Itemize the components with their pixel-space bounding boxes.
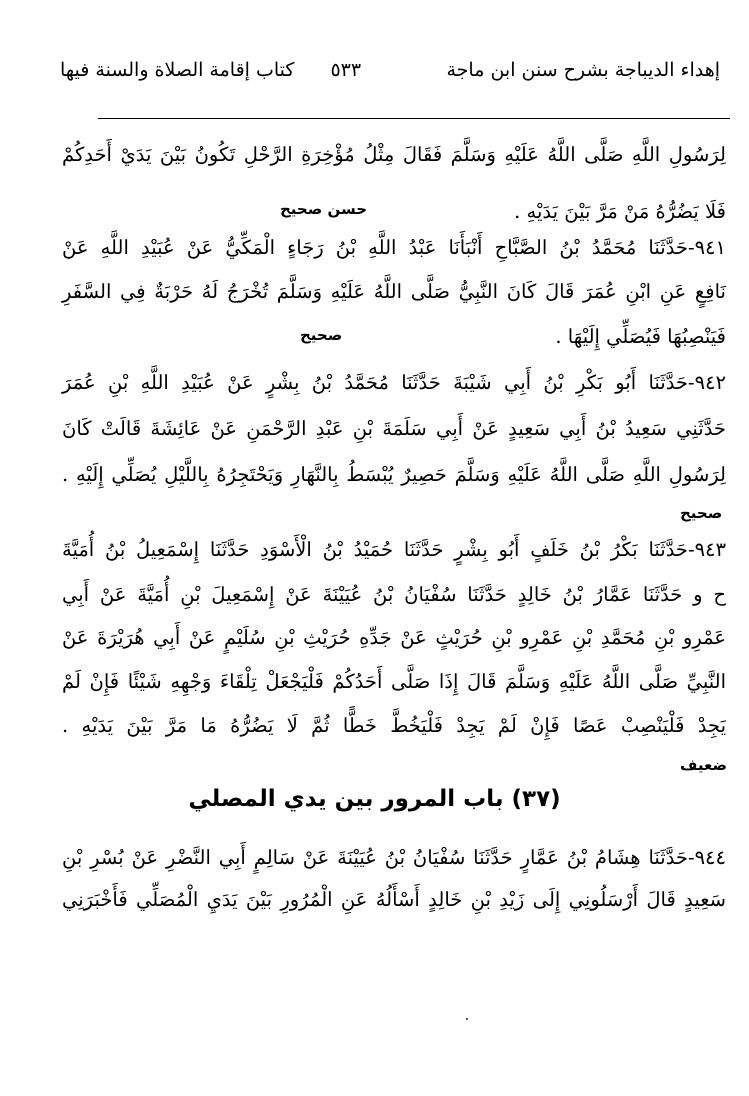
text-line: النَّبِيِّ صَلَّى اللَّهُ عَلَيْهِ وَسَلَّمَ قَالَ إِذَا صَلَّى أَحَدُكُمْ فَلْيَجْعَلْ تِلْقَاءَ وَجْهِهِ شَيْئًا فَإِنْ لَمْ [62, 670, 726, 693]
text-line: فَيَنْصِبُهَا فَيُصَلِّي إِلَيْهَا . [555, 325, 726, 348]
book-title: إهداء الديباجة بشرح سنن ابن ماجة [446, 59, 720, 81]
text-line: عَمْرِو بْنِ مُحَمَّدِ بْنِ عَمْرِو بْنِ حُرَيْثٍ عَنْ جَدِّهِ حُرَيْثِ بْنِ سُلَيْمٍ عَنْ أَبِي هُرَيْرَةَ عَنْ [62, 626, 726, 649]
section-title: كتاب إقامة الصلاة والسنة فيها [60, 59, 295, 81]
grade-label: صحيح [300, 326, 343, 344]
speck [466, 1018, 468, 1020]
chapter-heading: (٣٧) باب المرور بين يدي المصلي [188, 786, 561, 812]
text-line: يَجِدْ فَلْيَنْصِبْ عَصًا فَإِنْ لَمْ يَجِدْ فَلْيَخُطَّ خَطًّا ثُمَّ لَا يَضُرُّهُ مَا مَرَّ بَيْنَ يَدَيْهِ . [62, 714, 726, 737]
text-line: لِرَسُولِ اللَّهِ صَلَّى اللَّهُ عَلَيْهِ وَسَلَّمَ حَصِيرٌ يُبْسَطُ بِالنَّهَارِ وَيَحْتَجِرُهُ بِاللَّيْلِ يُصَلِّي إِلَيْهِ . [62, 463, 726, 486]
text-line: سَعِيدٍ قَالَ أَرْسَلُونِي إِلَى زَيْدِ بْنِ خَالِدٍ أَسْأَلُهُ عَنِ الْمُرُورِ بَيْنَ يَدَيِ الْمُصَلِّي فَأَخْبَرَنِي [62, 888, 726, 911]
hadith-944-line: ٩٤٤-حَدَّثَنَا هِشَامُ بْنُ عَمَّارٍ حَدَّثَنَا سُفْيَانُ بْنُ عُيَيْنَةَ عَنْ سَالِمٍ أَبِي النَّضْرِ عَنْ بُسْرِ بْنِ [62, 846, 726, 869]
text-line: حَدَّثَنِي سَعِيدُ بْنُ أَبِي سَعِيدٍ عَنْ أَبِي سَلَمَةَ بْنِ عَبْدِ الرَّحْمَنِ عَنْ عَائِشَةَ قَالَتْ كَانَ [62, 417, 726, 440]
page-number: ٥٣٣ [330, 59, 362, 81]
hadith-941-line: ٩٤١-حَدَّثَنَا مُحَمَّدُ بْنُ الصَّبَّاحِ أَنْبَأَنَا عَبْدُ اللَّهِ بْنُ رَجَاءٍ الْمَكِّيُّ عَنْ عُبَيْدِ اللَّهِ عَنْ [62, 236, 726, 259]
grade-label: صحيح [680, 504, 723, 522]
grade-label: حسن صحيح [280, 200, 368, 218]
text-line: لِرَسُولِ اللَّهِ صَلَّى اللَّهُ عَلَيْهِ وَسَلَّمَ فَقَالَ مِثْلُ مُؤْخِرَةِ الرَّحْلِ تَكُونُ بَيْنَ يَدَيْ أَحَدِكُمْ [62, 143, 726, 166]
text-line: فَلَا يَضُرُّهُ مَنْ مَرَّ بَيْنَ يَدَيْهِ . [514, 200, 726, 223]
running-header [60, 50, 720, 90]
grade-label: ضعيف [680, 756, 727, 774]
hadith-943-line: ٩٤٣-حَدَّثَنَا بَكْرُ بْنُ خَلَفٍ أَبُو بِشْرٍ حَدَّثَنَا حُمَيْدُ بْنُ الْأَسْوَدِ حَدَّثَنَا إِسْمَعِيلُ بْنُ أُمَيَّةَ [62, 538, 726, 561]
text-line: نَافِعٍ عَنِ ابْنِ عُمَرَ قَالَ كَانَ النَّبِيُّ صَلَّى اللَّهُ عَلَيْهِ وَسَلَّمَ تُخْرَجُ لَهُ حَرْبَةٌ فِي السَّفَرِ [62, 280, 726, 303]
hadith-942-line: ٩٤٢-حَدَّثَنَا أَبُو بَكْرِ بْنُ أَبِي شَيْبَةَ حَدَّثَنَا مُحَمَّدُ بْنُ بِشْرٍ عَنْ عُبَيْدِ اللَّهِ بْنِ عُمَرَ [62, 371, 726, 394]
header-left [60, 59, 361, 81]
header-rule [98, 118, 730, 119]
text-line: ح و حَدَّثَنَا عَمَّارُ بْنُ خَالِدٍ حَدَّثَنَا سُفْيَانُ بْنُ عُيَيْنَةَ عَنْ إِسْمَعِيلَ بْنِ أُمَيَّةَ عَنْ أَبِي [62, 583, 726, 606]
